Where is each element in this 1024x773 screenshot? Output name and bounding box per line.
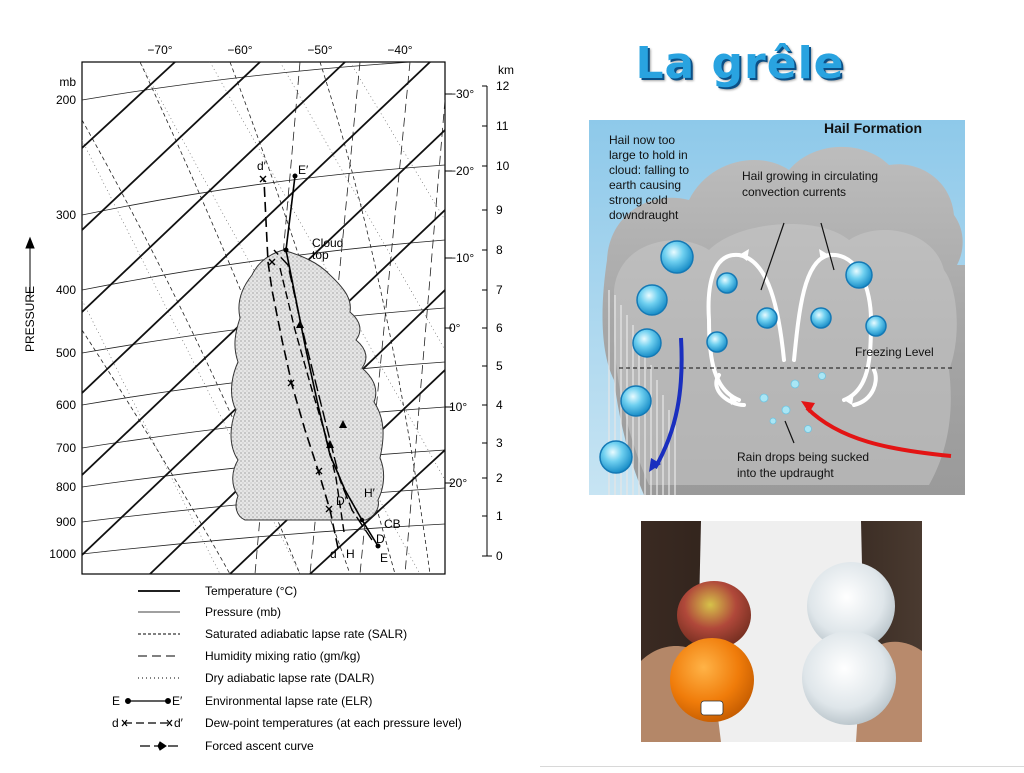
top-temp-label: −70° (147, 43, 173, 57)
svg-text:into the updraught: into the updraught (737, 466, 834, 480)
height-label: 1 (496, 509, 503, 523)
height-label: 4 (496, 398, 503, 412)
right-temp-label: 10° (449, 400, 468, 414)
svg-text:strong cold: strong cold (609, 193, 668, 207)
bottom-rule (540, 766, 1024, 767)
right-temp-label: 20° (449, 476, 468, 490)
svg-text:Hail growing in circulating: Hail growing in circulating (742, 169, 879, 183)
height-label: 12 (496, 79, 510, 93)
height-unit: km (498, 63, 514, 77)
pressure-unit: mb (59, 75, 76, 89)
height-label: 10 (496, 159, 510, 173)
label-h-prime: H′ (364, 486, 375, 500)
svg-text:earth causing: earth causing (609, 178, 682, 192)
hailstone-lower (802, 631, 896, 725)
height-label: 6 (496, 321, 503, 335)
slide-title: La grêle (635, 38, 845, 89)
freezing-level-label: Freezing Level (855, 345, 934, 359)
legend-label: Dry adiabatic lapse rate (DALR) (205, 671, 375, 685)
legend-label: Pressure (mb) (205, 605, 282, 619)
pressure-label: 900 (55, 515, 76, 529)
height-axis (482, 86, 492, 556)
height-label: 7 (496, 283, 503, 297)
legend-label: Saturated adiabatic lapse rate (SALR) (205, 627, 408, 641)
top-temp-label: −60° (227, 43, 253, 57)
legend-symbol: d (112, 716, 119, 730)
pressure-label: 200 (55, 93, 76, 107)
label-d-prime: d′ (257, 159, 266, 173)
label-d: d (330, 547, 337, 561)
hail-formation-diagram (589, 120, 965, 495)
pressure-label: 700 (55, 441, 76, 455)
pressure-label: 400 (55, 283, 76, 297)
label-d-prime-low: D′ (336, 494, 347, 508)
right-temp-label: −30° (449, 87, 475, 101)
svg-text:convection currents: convection currents (742, 185, 847, 199)
height-label: 9 (496, 203, 503, 217)
height-label: 8 (496, 243, 503, 257)
fruit-sticker (701, 701, 723, 715)
top-temp-label: −50° (307, 43, 333, 57)
pressure-label: 1000 (49, 547, 76, 561)
svg-text:Hail now too: Hail now too (609, 133, 676, 147)
top-temp-label: −40° (387, 43, 413, 57)
pressure-label: 300 (55, 208, 76, 222)
height-label: 3 (496, 436, 503, 450)
legend (122, 591, 180, 750)
height-label: 11 (496, 119, 509, 133)
legend-label: Dew-point temperatures (at each pressure level) (205, 716, 462, 730)
pressure-label: 500 (55, 346, 76, 360)
height-label: 0 (496, 549, 503, 563)
right-temp-label: 0° (449, 321, 461, 335)
legend-label: Environmental lapse rate (ELR) (205, 694, 373, 708)
right-temp-label: −20° (449, 164, 475, 178)
hailstone-photo (641, 521, 922, 742)
legend-symbol: E′ (172, 694, 183, 708)
legend-symbol: E (112, 694, 121, 708)
label-h: H (346, 547, 355, 561)
legend-label: Forced ascent curve (205, 739, 314, 753)
pressure-label: 600 (55, 398, 76, 412)
svg-text:cloud: falling to: cloud: falling to (609, 163, 690, 177)
legend-symbol: d′ (174, 716, 183, 730)
pressure-axis-label: PRESSURE (23, 285, 37, 352)
label-e: E (380, 551, 389, 565)
height-label: 5 (496, 359, 503, 373)
legend-label: Humidity mixing ratio (gm/kg) (205, 649, 361, 663)
hail-panel-title: Hail Formation (824, 120, 923, 136)
label-cb: CB (384, 517, 401, 531)
right-temp-ticks (445, 94, 452, 483)
label-d-low: D (376, 532, 385, 546)
label-e-prime: E′ (298, 163, 309, 177)
legend-label: Temperature (°C) (205, 584, 298, 598)
svg-text:Rain drops being sucked: Rain drops being sucked (737, 450, 870, 464)
pressure-label: 800 (55, 480, 76, 494)
right-temp-label: −10° (449, 251, 475, 265)
label-cloud-top-2: top (312, 248, 329, 262)
svg-text:large to hold in: large to hold in (609, 148, 688, 162)
height-label: 2 (496, 471, 503, 485)
label-cloud-top-1: Cloud (312, 236, 344, 250)
svg-text:downdraught: downdraught (609, 208, 679, 222)
